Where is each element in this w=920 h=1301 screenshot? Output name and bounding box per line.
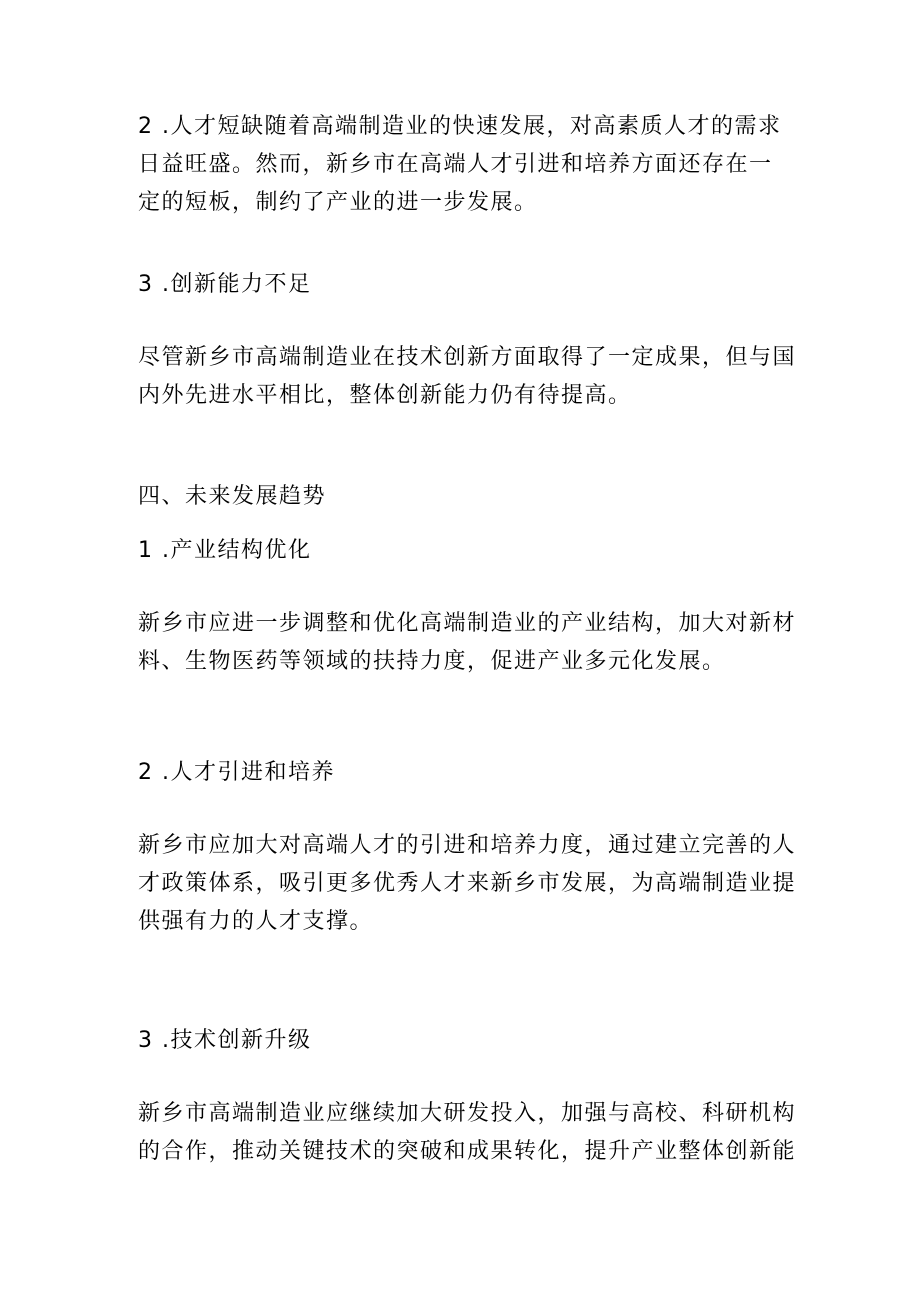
text-line: 新乡市高端制造业应继续加大研发投入，加强与高校、科研机构: [138, 1101, 797, 1126]
heading-tech: [138, 1024, 788, 1057]
section-heading-text: 四、未来发展趋势: [138, 484, 327, 509]
paragraph-innovation-lack: [138, 339, 797, 415]
heading-innovation-lack: [138, 268, 788, 301]
heading-talent: [138, 756, 788, 789]
heading-text: 3 .技术创新升级: [138, 1028, 312, 1053]
heading-text: 3 .创新能力不足: [138, 272, 312, 297]
text-line: 日益旺盛。然而，新乡市在高端人才引进和培养方面还存在一: [138, 152, 773, 177]
text-line: 2 .人才短缺随着高端制造业的快速发展，对高素质人才的需求: [138, 114, 782, 139]
section-heading-future: [138, 480, 788, 513]
text-line: 内外先进水平相比，整体创新能力仍有待提高。: [138, 383, 632, 408]
paragraph-structure: [138, 605, 797, 681]
text-line: 新乡市应进一步调整和优化高端制造业的产业结构，加大对新材: [138, 611, 797, 636]
heading-text: 2 .人才引进和培养: [138, 760, 335, 785]
text-line: 定的短板，制约了产业的进一步发展。: [138, 190, 538, 215]
paragraph-talent-shortage: [138, 108, 788, 222]
text-line: 供强有力的人才支撑。: [138, 909, 374, 934]
text-line: 才政策体系，吸引更多优秀人才来新乡市发展，为高端制造业提: [138, 871, 797, 896]
paragraph-tech: [138, 1095, 797, 1171]
text-line: 料、生物医药等领域的扶持力度，促进产业多元化发展。: [138, 649, 726, 674]
heading-structure: [138, 534, 788, 567]
text-line: 尽管新乡市高端制造业在技术创新方面取得了一定成果，但与国: [138, 345, 797, 370]
paragraph-talent: [138, 827, 797, 941]
heading-text: 1 .产业结构优化: [138, 538, 312, 563]
text-line: 新乡市应加大对高端人才的引进和培养力度，通过建立完善的人: [138, 833, 797, 858]
text-line: 的合作，推动关键技术的突破和成果转化，提升产业整体创新能: [138, 1139, 797, 1164]
